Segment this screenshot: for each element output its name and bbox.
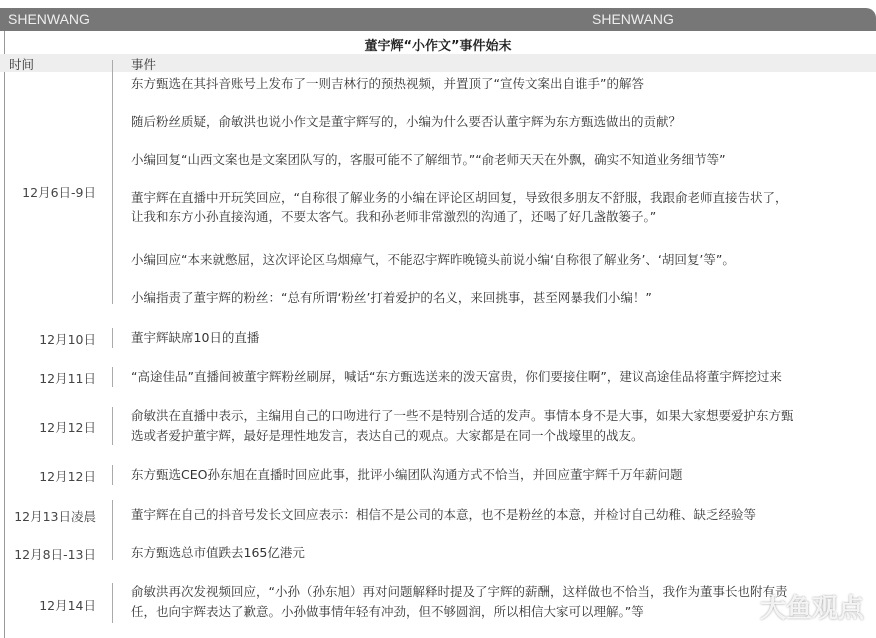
date-cell: 12月6日-9日 [22,185,96,200]
frame-border [4,31,5,638]
event-line: 选或者爱护董宇辉，最好是理性地发言，表达自己的观点。大家都是在同一个战壕里的战友。 [131,428,644,443]
event-line: 让我和东方小孙直接沟通，不要太客气。我和孙老师非常激烈的沟通了，还喝了好几盏散篓子。” [131,209,657,224]
event-line: 俞敏洪在直播中表示，主编用自己的口吻进行了一些不是特别合适的发声。事情本身不是大事，如果大家想要爱护东方甄 [131,408,794,423]
event-line: 随后粉丝质疑，俞敏洪也说小作文是董宇辉写的，小编为什么要否认董宇辉为东方甄选做出的贡献？ [131,114,682,129]
brand-left: SHENWANG [8,11,90,27]
column-divider [112,583,113,623]
column-divider [112,60,113,304]
column-time: 时间 [9,57,35,72]
event-line: 东方甄选CEO孙东旭在直播时回应此事，批评小编团队沟通方式不恰当，并回应董宇辉千万年薪问题 [131,467,683,482]
date-cell: 12月14日 [39,598,96,613]
date-cell: 12月12日 [39,469,96,484]
column-event: 事件 [131,57,157,72]
date-cell: 12月11日 [39,371,96,386]
date-cell: 12月10日 [39,332,96,347]
event-line: 俞敏洪再次发视频回应，“小孙（孙东旭）再对问题解释时提及了宇辉的薪酬，这样做也不恰当，我作为董事长也附有责 [131,584,788,599]
column-divider [112,465,113,485]
event-line: 小编回复“山西文案也是文案团队写的，客服可能不了解细节。”“俞老师天天在外飘，确实不知道业务细节等” [131,152,726,167]
brand-center: SHENWANG [592,11,674,27]
column-divider [112,500,113,560]
event-line: 董宇辉缺席10日的直播 [131,330,260,345]
table-header [0,54,876,72]
date-cell: 12月8日-13日 [14,547,96,562]
event-line: 任，也向宇辉表达了歉意。小孙做事情年轻有冲劲，但不够圆润，所以相信大家可以理解。”等 [131,604,644,619]
event-line: 小编回应“本来就憋屈，这次评论区乌烟瘴气，不能忍宇辉昨晚镜头前说小编‘自称很了解业务’、‘胡回复’等”。 [131,252,735,267]
column-divider [112,407,113,445]
header-bar [0,8,876,31]
date-cell: 12月13日凌晨 [14,509,96,524]
event-line: 小编指责了董宇辉的粉丝：“总有所谓‘粉丝’打着爱护的名义，来回挑事，甚至网暴我们小编！” [131,290,652,305]
column-divider [112,328,113,348]
column-divider [112,367,113,387]
watermark: 大鱼观点 [759,594,864,624]
event-line: 东方甄选在其抖音账号上发布了一则吉林行的预热视频，并置顶了“宣传文案出自谁手”的解答 [131,76,644,91]
event-line: 董宇辉在自己的抖音号发长文回应表示：相信不是公司的本意，也不是粉丝的本意，并检讨自己幼稚、缺乏经验等 [131,507,757,522]
event-line: 董宇辉在直播中开玩笑回应，“自称很了解业务的小编在评论区胡回复，导致很多朋友不舒服，我跟俞老师直接告状了， [131,190,788,205]
date-cell: 12月12日 [39,420,96,435]
event-line: “高途佳品”直播间被董宇辉粉丝刷屏，喊话“东方甄选送来的泼天富贵，你们要接住啊”，建议高途佳品将董宇辉挖过来 [131,369,782,384]
event-line: 东方甄选总市值跌去165亿港元 [131,545,305,560]
document-title: 董宇辉“小作文”事件始末 [364,39,512,54]
